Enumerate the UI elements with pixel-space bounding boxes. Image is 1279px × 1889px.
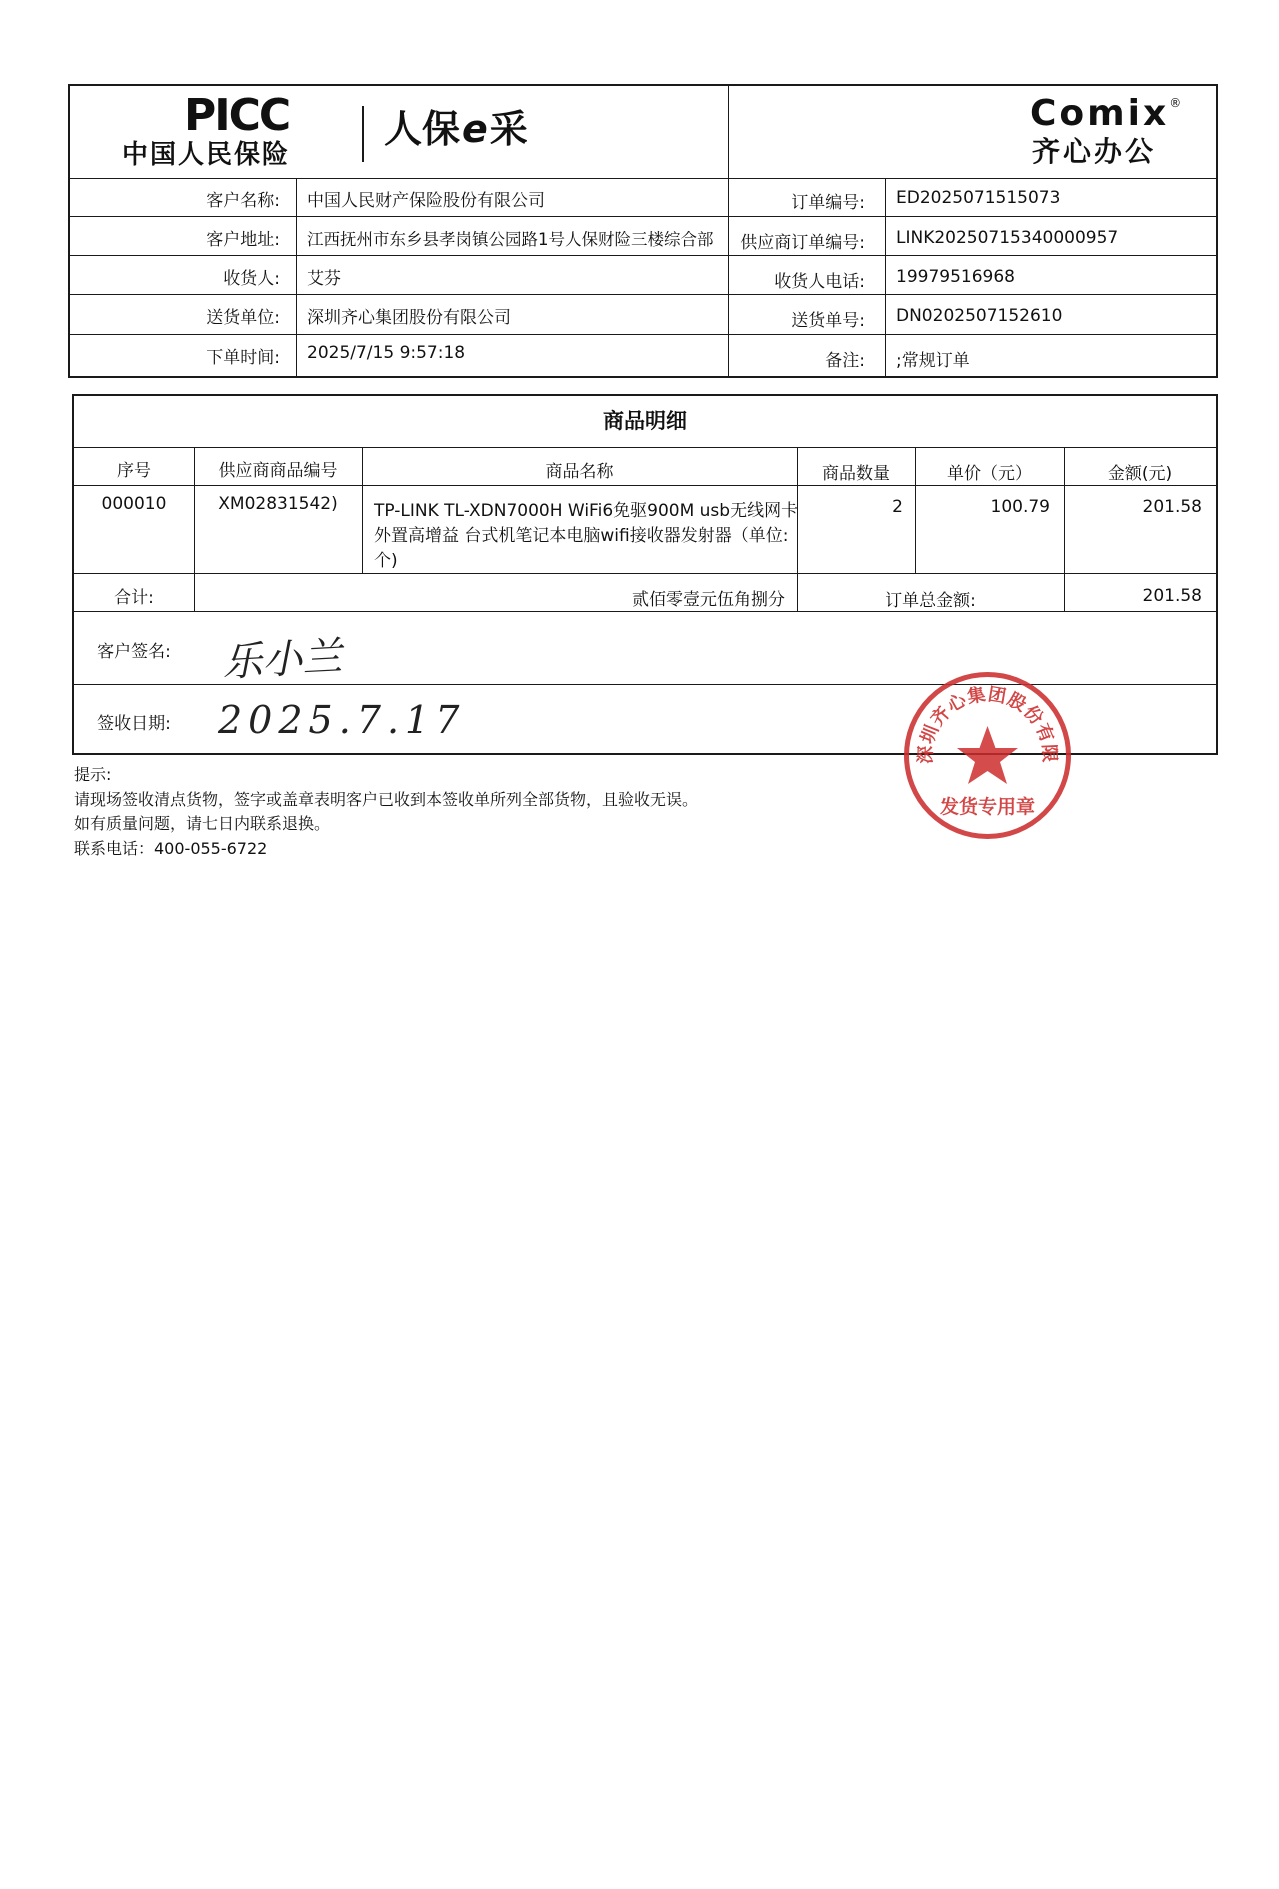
receiver-label: 收货人: bbox=[223, 269, 280, 289]
total-in-words: 贰佰零壹元伍角捌分 bbox=[632, 590, 785, 610]
logo-separator bbox=[362, 106, 364, 162]
row-name-line-3: 个) bbox=[374, 551, 398, 571]
row-sku: XM02831542) bbox=[218, 494, 338, 514]
col-header-name: 商品名称 bbox=[545, 462, 614, 482]
total-label: 合计: bbox=[114, 588, 154, 608]
divider bbox=[728, 86, 729, 376]
notes-phone: 联系电话：400-055-6722 bbox=[74, 839, 268, 858]
order-no-label: 订单编号: bbox=[791, 193, 865, 213]
row-name-line-2: 外置高增益 台式机笔记本电脑wifi接收器发射器（单位: bbox=[374, 526, 789, 546]
notes-title: 提示: bbox=[74, 765, 112, 784]
delivery-unit-value: 深圳齐心集团股份有限公司 bbox=[307, 308, 511, 328]
platform-logo bbox=[384, 107, 528, 151]
divider bbox=[885, 178, 886, 376]
comix-logo-word: Comix bbox=[1030, 93, 1170, 134]
order-time-value: 2025/7/15 9:57:18 bbox=[307, 343, 466, 363]
col-header-seq: 序号 bbox=[117, 461, 151, 481]
customer-name-value: 中国人民财产保险股份有限公司 bbox=[307, 191, 545, 211]
receiver-phone-value: 19979516968 bbox=[896, 267, 1015, 287]
comix-logo-cn: 齐心办公 bbox=[1032, 135, 1157, 168]
row-unit-price: 100.79 bbox=[990, 497, 1050, 517]
remark-label: 备注: bbox=[825, 351, 865, 371]
company-seal bbox=[900, 668, 1075, 843]
row-qty: 2 bbox=[892, 497, 903, 517]
row-seq: 000010 bbox=[101, 494, 167, 514]
divider bbox=[296, 178, 297, 376]
remark-value: ;常规订单 bbox=[896, 351, 970, 371]
col-header-qty: 商品数量 bbox=[822, 464, 890, 484]
supplier-order-no-label: 供应商订单编号: bbox=[740, 233, 865, 253]
supplier-order-no-value: LINK20250715340000957 bbox=[896, 228, 1119, 248]
registered-mark: ® bbox=[1169, 96, 1182, 110]
order-total-value: 201.58 bbox=[1142, 586, 1202, 606]
handwritten-signature: 乐小兰 bbox=[221, 633, 344, 687]
customer-address-value: 江西抚州市东乡县孝岗镇公园路1号人保财险三楼综合部 bbox=[307, 230, 714, 249]
picc-logo-cn: 中国人民保险 bbox=[122, 140, 291, 170]
order-time-label: 下单时间: bbox=[206, 348, 280, 368]
divider bbox=[74, 447, 1216, 448]
customer-address-label: 客户地址: bbox=[206, 230, 280, 250]
svg-text:发货专用章: 发货专用章 bbox=[939, 796, 1036, 818]
details-title: 商品明细 bbox=[603, 409, 687, 433]
platform-name-suffix: 采 bbox=[489, 107, 528, 151]
order-total-label: 订单总金额: bbox=[885, 591, 976, 611]
col-header-amount: 金额(元) bbox=[1107, 464, 1173, 484]
handwritten-date: 2025.7.17 bbox=[218, 698, 466, 742]
signature-label: 客户签名: bbox=[97, 642, 171, 662]
divider bbox=[74, 485, 1216, 486]
col-header-sku: 供应商商品编号 bbox=[218, 461, 338, 481]
picc-logo bbox=[120, 90, 360, 174]
notes-line-1: 请现场签收清点货物，签字或盖章表明客户已收到本签收单所列全部货物，且验收无误。 bbox=[74, 790, 699, 809]
divider bbox=[70, 178, 1216, 179]
platform-name-prefix: 人保 bbox=[384, 107, 461, 151]
platform-name-e: e bbox=[462, 107, 488, 151]
notes-line-2: 如有质量问题，请七日内联系退换。 bbox=[74, 814, 331, 833]
delivery-unit-label: 送货单位: bbox=[206, 308, 280, 328]
svg-text:深圳齐心集团股份有限公司: 深圳齐心集团股份有限 bbox=[915, 683, 1060, 765]
divider bbox=[70, 255, 1216, 256]
row-amount: 201.58 bbox=[1142, 497, 1202, 517]
comix-logo bbox=[1030, 93, 1200, 176]
divider bbox=[74, 611, 1216, 612]
divider bbox=[70, 216, 1216, 217]
customer-name-label: 客户名称: bbox=[206, 191, 280, 211]
col-header-unit-price: 单价（元） bbox=[947, 464, 1032, 484]
picc-logo-word: PICC bbox=[184, 90, 290, 141]
delivery-no-value: DN0202507152610 bbox=[896, 306, 1063, 326]
date-label: 签收日期: bbox=[97, 714, 171, 734]
row-name-line-1: TP-LINK TL-XDN7000H WiFi6免驱900M usb无线网卡 bbox=[374, 501, 799, 521]
divider bbox=[70, 334, 1216, 335]
divider bbox=[70, 294, 1216, 295]
order-no-value: ED2025071515073 bbox=[896, 188, 1061, 208]
receiver-phone-label: 收货人电话: bbox=[774, 272, 865, 292]
divider bbox=[74, 573, 1216, 574]
delivery-no-label: 送货单号: bbox=[791, 311, 865, 331]
receiver-value: 艾芬 bbox=[307, 269, 341, 289]
